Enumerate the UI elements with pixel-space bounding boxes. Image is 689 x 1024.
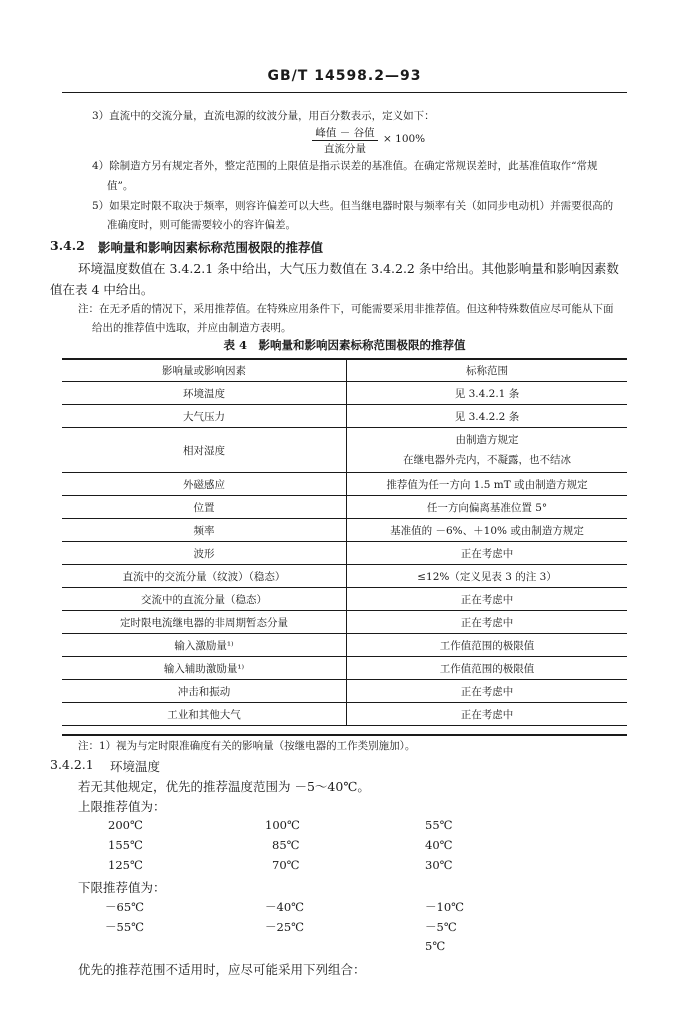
lower-value: －5℃	[425, 920, 457, 934]
upper-value: 55℃	[425, 818, 453, 832]
table-row	[62, 496, 627, 519]
section-3-4-2-note-2: 给出的推荐值中选取，并应由制造方表明。	[92, 322, 292, 334]
row-range: 工作值范围的极限值	[347, 634, 628, 657]
lower-value: －55℃	[105, 920, 144, 934]
upper-value: 200℃	[108, 818, 143, 832]
row-factor: 定时限电流继电器的非周期暂态分量	[62, 611, 347, 634]
row-range-line: 由制造方规定	[455, 434, 519, 446]
row-range: 正在考虑中	[347, 680, 628, 703]
upper-values-label: 上限推荐值为：	[78, 799, 166, 814]
row-range: 推荐值为任一方向 1.5 mT 或由制造方规定	[347, 473, 628, 496]
table-row	[62, 428, 627, 473]
row-factor: 输入辅助激励量¹⁾	[62, 657, 347, 680]
note-4-cont: 值”。	[107, 180, 134, 192]
upper-value: 70℃	[272, 858, 300, 872]
lower-value: －65℃	[105, 900, 144, 914]
row-range: 工作值范围的极限值	[347, 657, 628, 680]
table-4	[62, 358, 627, 726]
header-range: 标称范围	[347, 359, 628, 382]
section-3-4-2-1-last-line: 优先的推荐范围不适用时，应尽可能采用下列组合：	[78, 962, 366, 977]
note-4: 4）除制造方另有规定者外，整定范围的上限值是指示误差的基准值。在确定常规误差时，此基准值取作“常规	[92, 160, 598, 172]
row-factor: 冲击和振动	[62, 680, 347, 703]
upper-value: 125℃	[108, 858, 143, 872]
upper-value: 30℃	[425, 858, 453, 872]
section-3-4-2-body-2: 值在表 4 中给出。	[50, 282, 154, 297]
row-range: 正在考虑中	[347, 703, 628, 726]
table-row	[62, 405, 627, 428]
table-4-caption: 表 4 影响量和影响因素标称范围极限的推荐值	[223, 338, 466, 352]
row-range: 基准值的 －6%、＋10% 或由制造方规定	[347, 519, 628, 542]
row-factor: 波形	[62, 542, 347, 565]
row-range: 正在考虑中	[347, 542, 628, 565]
section-3-4-2-1-number: 3.4.2.1	[50, 757, 94, 772]
upper-value: 100℃	[265, 818, 300, 832]
row-range: 任一方向偏离基准位置 5°	[347, 496, 628, 519]
table-4-footnote: 注：1）视为与定时限准确度有关的影响量（按继电器的工作类别施加）。	[78, 740, 416, 752]
table-header-row	[62, 359, 627, 382]
lower-values-label: 下限推荐值为：	[78, 880, 166, 895]
table-row	[62, 473, 627, 496]
table-row	[62, 542, 627, 565]
table-row	[62, 588, 627, 611]
section-3-4-2-1-line-1: 若无其他规定，优先的推荐温度范围为 －5～40℃。	[78, 779, 370, 794]
section-3-4-2-number: 3.4.2	[50, 238, 85, 253]
row-factor: 相对湿度	[62, 428, 347, 473]
row-factor: 位置	[62, 496, 347, 519]
formula-numerator: 峰值 － 谷值	[315, 127, 375, 139]
section-3-4-2-note-1: 注：在无矛盾的情况下，采用推荐值。在特殊应用条件下，可能需要采用非推荐值。但这种特殊数值应尽可能从下面	[78, 303, 614, 315]
row-range: 正在考虑中	[347, 611, 628, 634]
table-row	[62, 611, 627, 634]
lower-value: －10℃	[425, 900, 464, 914]
row-factor: 输入激励量¹⁾	[62, 634, 347, 657]
section-3-4-2-body-1: 环境温度数值在 3.4.2.1 条中给出，大气压力数值在 3.4.2.2 条中给出。其他影响量和影响因素数	[78, 261, 619, 276]
table-row	[62, 565, 627, 588]
row-factor: 大气压力	[62, 405, 347, 428]
section-3-4-2-1-title: 环境温度	[110, 759, 161, 774]
table-row	[62, 680, 627, 703]
row-factor: 外磁感应	[62, 473, 347, 496]
section-3-4-2-title: 影响量和影响因素标称范围极限的推荐值	[98, 240, 324, 255]
table-row	[62, 703, 627, 726]
note-5: 5）如果定时限不取决于频率，则容许偏差可以大些。但当继电器时限与频率有关（如同步电动机）并需要很高的	[92, 200, 614, 212]
table-row	[62, 382, 627, 405]
lower-value: －25℃	[265, 920, 304, 934]
formula-multiplier: × 100%	[383, 133, 426, 145]
row-range: 见 3.4.2.2 条	[347, 405, 628, 428]
row-range-line: 在继电器外壳内，不凝露，也不结冰	[403, 454, 571, 466]
lower-value: －40℃	[265, 900, 304, 914]
row-factor: 频率	[62, 519, 347, 542]
row-factor: 环境温度	[62, 382, 347, 405]
header-factor: 影响量或影响因素	[62, 359, 347, 382]
upper-value: 155℃	[108, 838, 143, 852]
row-factor: 交流中的直流分量（稳态）	[62, 588, 347, 611]
lower-value: 5℃	[425, 939, 446, 953]
standard-code-header: GB/T 14598.2—93	[267, 68, 422, 84]
row-range: 正在考虑中	[347, 588, 628, 611]
formula-denominator: 直流分量	[324, 143, 366, 155]
row-range: ≤12%（定义见表 3 的注 3）	[347, 565, 628, 588]
table-row	[62, 657, 627, 680]
row-range	[347, 428, 628, 473]
upper-value: 40℃	[425, 838, 453, 852]
header-rule	[62, 92, 627, 93]
table-row	[62, 634, 627, 657]
note-5-cont: 准确度时，则可能需要较小的容许偏差。	[107, 219, 296, 231]
row-range: 见 3.4.2.1 条	[347, 382, 628, 405]
note-3: 3）直流中的交流分量，直流电源的纹波分量，用百分数表示，定义如下：	[92, 110, 435, 122]
row-factor: 直流中的交流分量（纹波）（稳态）	[62, 565, 347, 588]
table-row	[62, 519, 627, 542]
upper-value: 85℃	[272, 838, 300, 852]
row-factor: 工业和其他大气	[62, 703, 347, 726]
